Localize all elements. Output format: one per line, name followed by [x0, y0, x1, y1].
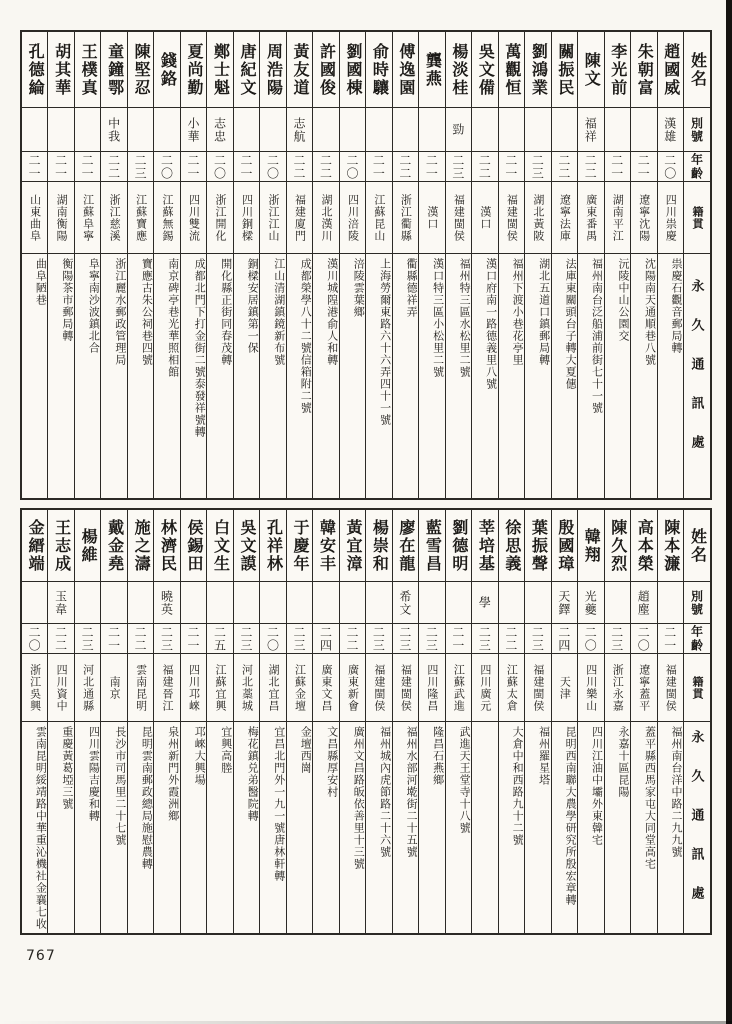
directory-entry-column	[446, 32, 472, 498]
entry-alias: 福祥	[583, 116, 598, 143]
directory-entry-column	[154, 32, 180, 498]
entry-alias: 學	[477, 596, 492, 609]
entry-age: 二三	[133, 153, 148, 180]
entry-alias: 勁	[450, 123, 465, 136]
entry-name: 白文生	[211, 518, 229, 573]
entry-native-place: 江蘇宜興	[214, 663, 227, 712]
entry-native-place: 遼寧法庫	[558, 193, 571, 242]
directory-entry-column	[419, 510, 445, 933]
entry-name: 關振民	[555, 42, 573, 97]
entry-age: 二一	[450, 625, 465, 652]
entry-age: 二二	[53, 625, 68, 652]
entry-address: 四川雲陽吉慶和轉	[87, 726, 100, 822]
entry-native-place: 南京	[108, 675, 121, 700]
entry-age: 二三	[450, 153, 465, 180]
entry-name: 吳文謨	[238, 518, 255, 573]
entry-age: 二四	[556, 625, 571, 652]
entry-age: 二三	[530, 625, 545, 652]
entry-age: 二三	[477, 625, 492, 652]
entry-age: 二三	[239, 625, 253, 652]
entry-name: 劉鴻業	[529, 42, 547, 97]
directory-table-top	[20, 30, 712, 500]
entry-name: 楊維	[79, 527, 97, 564]
entry-address: 武進天王堂寺十八號	[458, 726, 471, 834]
entry-address: 福州城內虎節路二十六號	[378, 726, 391, 858]
entry-age: 二二	[556, 153, 571, 180]
entry-alias: 志航	[291, 116, 306, 143]
entry-address: 福州南台洋中路二九九號	[670, 726, 682, 858]
entry-native-place: 福建廈門	[293, 193, 306, 242]
entry-name: 周浩陽	[264, 42, 282, 97]
entry-native-place: 福建閩侯	[399, 663, 412, 712]
entry-name: 莘培基	[476, 518, 494, 573]
directory-entry-column	[472, 510, 498, 933]
entry-address: 沈陽南天通順巷八號	[643, 258, 656, 366]
directory-entry-column	[75, 32, 101, 498]
entry-address: 法庫東關頭台子轉大夏僡	[564, 258, 577, 390]
directory-entry-column	[48, 510, 74, 933]
entry-native-place: 廣東新會	[346, 663, 359, 712]
entry-address: 衢縣德祥弄	[405, 258, 418, 318]
entry-address: 沅陵中山公園交	[617, 258, 630, 342]
entry-name: 鄭士魁	[211, 42, 229, 97]
entry-name: 孔德綸	[26, 42, 44, 97]
entry-native-place: 浙江慈溪	[108, 193, 121, 242]
entry-alias: 玉韋	[53, 589, 68, 616]
entry-native-place: 四川邛崍	[187, 663, 200, 712]
entry-native-place: 福建閩侯	[372, 663, 385, 712]
entry-name: 劉德明	[449, 518, 467, 573]
entry-address: 南京碑亭巷光華照相館	[166, 258, 179, 378]
directory-entry-column	[287, 32, 313, 498]
entry-age: 二〇	[662, 153, 677, 180]
directory-entry-column	[260, 32, 286, 498]
row-label-alias: 別號	[689, 589, 704, 616]
entry-alias: 天鐸	[556, 589, 571, 616]
directory-entry-column	[525, 32, 551, 498]
entry-age: 二一	[106, 625, 121, 652]
entry-name: 傅逸園	[396, 42, 414, 97]
directory-entry-column	[631, 32, 657, 498]
entry-address: 福州下渡小巷花亭里	[511, 258, 524, 366]
entry-native-place: 四川雙流	[187, 193, 200, 242]
entry-address: 雲南昆明綏靖路中華重沁機社金襄七收	[34, 726, 47, 930]
entry-address: 江山清湖鎮鏡新布號	[272, 258, 285, 366]
directory-entry-column	[446, 510, 472, 933]
entry-age: 二二	[318, 153, 333, 180]
entry-name: 趙國威	[661, 42, 679, 97]
directory-entry-column	[128, 510, 154, 933]
entry-address: 漢川城隍港俞人和轉	[325, 258, 338, 366]
entry-address: 四川江油中壩外東韓宅	[590, 726, 603, 846]
entry-native-place: 河北通縣	[81, 663, 94, 712]
entry-age: 二〇	[159, 153, 174, 180]
entry-native-place: 湖北漢川	[319, 193, 332, 242]
entry-age: 二三	[397, 625, 412, 652]
entry-age: 二一	[503, 153, 518, 180]
directory-entry-column	[101, 510, 127, 933]
entry-address: 宜興高塍	[219, 726, 232, 774]
entry-native-place: 四川銅樑	[240, 193, 253, 242]
entry-name: 廖在龍	[396, 518, 414, 573]
entry-age: 二一	[239, 153, 253, 180]
entry-address: 福州特三區水松里二號	[458, 258, 471, 378]
entry-name: 黃宜漳	[343, 518, 361, 573]
directory-entry-column	[605, 510, 631, 933]
entry-name: 韓翔	[582, 527, 600, 564]
entry-alias: 志忠	[212, 116, 227, 143]
entry-age: 二〇	[583, 625, 598, 652]
entry-address: 蓋平縣西馬家屯大同堂高宅	[643, 726, 656, 870]
directory-entry-column	[22, 32, 48, 498]
directory-entry-column	[313, 32, 339, 498]
entry-address: 大倉中和西路九十二號	[511, 726, 524, 846]
entry-native-place: 四川隆昌	[425, 663, 438, 712]
entry-age: 二一	[424, 153, 439, 180]
entry-address: 隆昌石燕鄉	[431, 726, 444, 786]
entry-age: 二〇	[27, 625, 42, 652]
directory-entry-column	[393, 32, 419, 498]
entry-age: 二三	[291, 625, 306, 652]
directory-entry-column	[234, 32, 260, 498]
directory-entry-column	[631, 510, 657, 933]
entry-name: 俞時驤	[370, 42, 388, 97]
directory-entry-column	[472, 32, 498, 498]
entry-native-place: 湖南平江	[611, 193, 624, 242]
directory-entry-column	[181, 510, 207, 933]
entry-age: 二三	[80, 625, 95, 652]
entry-address: 文昌縣厚安村	[325, 726, 338, 798]
entry-native-place: 江蘇阜寧	[81, 193, 94, 242]
directory-entry-column	[313, 510, 339, 933]
entry-address: 金壇西崗	[299, 726, 312, 774]
row-label-permanent-address: 永久通訊處	[689, 278, 705, 474]
entry-address: 重慶黃葛埡三號	[60, 726, 73, 810]
entry-name: 夏尚勤	[185, 42, 203, 97]
entry-alias: 希文	[397, 589, 412, 616]
entry-native-place: 浙江江山	[266, 193, 279, 242]
entry-name: 金縉端	[26, 518, 44, 573]
entry-native-place: 浙江開化	[214, 193, 227, 242]
entry-name: 楊崇和	[370, 518, 388, 573]
entry-age: 二〇	[344, 153, 359, 180]
entry-native-place: 福建晉江	[161, 663, 174, 712]
entry-age: 二一	[53, 153, 68, 180]
entry-age: 二一	[609, 153, 624, 180]
directory-entry-column	[393, 510, 419, 933]
row-label-native-place: 籍貫	[691, 675, 703, 700]
entry-address: 昆明西南聯大農學研究所殷宏章轉	[564, 726, 577, 906]
entry-name: 殷國璋	[555, 518, 573, 573]
entry-address: 曲阜陋巷	[34, 258, 47, 306]
entry-native-place: 浙江吳興	[28, 663, 41, 712]
directory-entry-column	[234, 510, 260, 933]
entry-name: 施之濤	[132, 518, 150, 573]
entry-name: 于慶年	[290, 518, 308, 573]
row-label-native-place: 籍貫	[691, 205, 703, 230]
entry-age: 二一	[186, 625, 201, 652]
entry-address: 梅花鎮兑弟醫院轉	[246, 726, 259, 822]
entry-native-place: 山東曲阜	[28, 193, 41, 242]
entry-name: 藍雪昌	[423, 518, 441, 573]
entry-alias: 曉英	[159, 589, 174, 616]
row-label-alias: 別號	[689, 116, 704, 143]
entry-native-place: 湖北黃陂	[531, 193, 544, 242]
entry-age: 二二	[583, 153, 598, 180]
row-label-name: 姓名	[688, 527, 706, 564]
entry-name: 陳文	[582, 51, 600, 88]
entry-alias: 光夔	[583, 589, 598, 616]
entry-name: 胡其華	[52, 42, 70, 97]
directory-entry-column	[260, 510, 286, 933]
entry-age: 二二	[503, 625, 518, 652]
row-header-column	[684, 32, 710, 498]
entry-name: 劉國棟	[343, 42, 361, 97]
entry-name: 唐紀文	[238, 42, 255, 97]
entry-age: 二三	[530, 153, 545, 180]
entry-age: 二三	[159, 625, 174, 652]
row-label-permanent-address: 永久通訊處	[689, 730, 705, 925]
entry-address: 福州羅星塔	[537, 726, 550, 786]
entry-age: 二三	[371, 625, 386, 652]
entry-name: 韓安丰	[317, 518, 335, 573]
entry-native-place: 江蘇昆山	[372, 193, 385, 242]
directory-entry-column	[658, 32, 684, 498]
directory-entry-column	[499, 510, 525, 933]
entry-name: 林濟民	[158, 518, 176, 573]
entry-name: 黃友道	[290, 42, 308, 97]
entry-name: 戴金堯	[105, 518, 123, 573]
entry-alias: 趙塵	[636, 589, 651, 616]
entry-address: 福州水部河墘街二十五號	[405, 726, 418, 858]
entry-age: 二〇	[212, 153, 227, 180]
entry-native-place: 四川廣元	[478, 663, 491, 712]
entry-alias: 小華	[186, 116, 201, 143]
entry-address: 上海勞爾東路六十六弄四十一號	[378, 258, 391, 426]
entry-name: 萬觀恒	[502, 42, 520, 97]
entry-address: 湖北五道口鎮郵局轉	[537, 258, 550, 366]
entry-native-place: 河北藁城	[240, 663, 253, 712]
entry-native-place: 江蘇金壇	[293, 663, 306, 712]
entry-name: 陳本濂	[661, 518, 679, 573]
directory-entry-column	[128, 32, 154, 498]
entry-address: 福州南台泛船浦前街七十一號	[590, 258, 603, 414]
page-number: 767	[26, 948, 56, 964]
entry-native-place: 廣東文昌	[319, 663, 332, 712]
directory-entry-column	[366, 510, 392, 933]
entry-name: 孔祥林	[264, 518, 282, 573]
directory-entry-column	[658, 510, 684, 933]
entry-alias: 中我	[106, 116, 121, 143]
entry-name: 龔燕	[423, 51, 441, 88]
row-label-name: 姓名	[688, 51, 706, 88]
row-label-age: 年齡	[689, 624, 704, 653]
entry-name: 楊淡桂	[449, 42, 467, 97]
entry-native-place: 漢口	[478, 205, 491, 230]
entry-age: 二〇	[636, 625, 651, 652]
entry-age: 二二	[477, 153, 492, 180]
entry-address: 昆明雲南郵政總局施慰農轉	[140, 726, 153, 870]
entry-native-place: 四川樂山	[584, 663, 597, 712]
entry-name: 許國俊	[317, 42, 335, 97]
entry-name: 王志成	[52, 518, 70, 573]
entry-native-place: 福建閩侯	[505, 193, 518, 242]
entry-address: 銅樑安居鎮第一保	[246, 258, 259, 354]
entry-address: 浙江麗水郵政管理局	[113, 258, 126, 366]
entry-native-place: 江蘇寶應	[134, 193, 147, 242]
scan-edge-shadow	[726, 0, 732, 1024]
directory-entry-column	[552, 510, 578, 933]
entry-address: 永嘉十區昆陽	[617, 726, 630, 798]
entry-native-place: 雲南昆明	[134, 663, 147, 712]
entry-address: 開化縣正街同春茂轉	[219, 258, 232, 366]
entry-address: 漢口特三區小松里二號	[431, 258, 444, 378]
directory-entry-column	[366, 32, 392, 498]
entry-native-place: 江蘇武進	[452, 663, 465, 712]
entry-age: 二二	[133, 625, 148, 652]
directory-entry-column	[22, 510, 48, 933]
directory-entry-column	[419, 32, 445, 498]
entry-native-place: 江蘇無錫	[161, 193, 174, 242]
entry-age: 二二	[397, 153, 412, 180]
entry-age: 二二	[106, 153, 121, 180]
entry-age: 二一	[27, 153, 42, 180]
entry-native-place: 漢口	[425, 205, 438, 230]
entry-age: 二〇	[265, 153, 280, 180]
entry-native-place: 廣東番禺	[584, 193, 597, 242]
directory-entry-column	[499, 32, 525, 498]
entry-native-place: 福建閩侯	[664, 663, 677, 712]
entry-native-place: 福建閩侯	[452, 193, 465, 242]
directory-entry-column	[207, 32, 233, 498]
directory-entry-column	[578, 32, 604, 498]
entry-native-place: 福建閩侯	[531, 663, 544, 712]
entry-address: 成都榮學八十二號信箱附二號	[299, 258, 312, 414]
entry-address	[472, 722, 497, 933]
entry-name: 王樸真	[79, 42, 97, 97]
entry-age: 二四	[318, 625, 333, 652]
directory-entry-column	[605, 32, 631, 498]
entry-address: 衡陽茶市郵局轉	[60, 258, 73, 342]
entry-address: 祟慶石觀音郵局轉	[670, 258, 682, 354]
entry-address: 漢口府南一路德義里八號	[484, 258, 497, 390]
entry-address: 阜寧南沙波鎮北合	[87, 258, 100, 354]
entry-native-place: 遼寧蓋平	[637, 663, 650, 712]
entry-native-place: 浙江永嘉	[611, 663, 624, 712]
entry-age: 二三	[609, 625, 624, 652]
directory-entry-column	[75, 510, 101, 933]
entry-name: 陳久烈	[608, 518, 626, 573]
entry-native-place: 天津	[558, 675, 571, 700]
entry-native-place: 四川資中	[55, 663, 68, 712]
entry-address: 涪陵雲葉鄉	[352, 258, 365, 318]
directory-table-bottom	[20, 508, 712, 935]
directory-entry-column	[340, 32, 366, 498]
entry-name: 陳堅忍	[132, 42, 150, 97]
directory-entry-column	[101, 32, 127, 498]
entry-address: 宜昌北門外一九一號唐林軒轉	[272, 726, 285, 882]
directory-entry-column	[287, 510, 313, 933]
directory-entry-column	[552, 32, 578, 498]
directory-entry-column	[525, 510, 551, 933]
entry-address: 長沙市司馬里二十七號	[113, 726, 126, 846]
entry-address: 泉州新門外霞洲鄉	[166, 726, 179, 822]
entry-native-place: 湖南衡陽	[55, 193, 68, 242]
entry-alias: 漢雄	[662, 116, 677, 143]
entry-address: 邛崍大興場	[193, 726, 206, 786]
entry-age: 二〇	[265, 625, 280, 652]
directory-entry-column	[181, 32, 207, 498]
entry-age: 二一	[186, 153, 201, 180]
entry-age: 二二	[291, 153, 306, 180]
entry-native-place: 遼寧沈陽	[637, 193, 650, 242]
entry-name: 錢鉻	[158, 51, 176, 88]
entry-age: 二二	[344, 625, 359, 652]
entry-name: 李光前	[608, 42, 626, 97]
directory-entry-column	[154, 510, 180, 933]
entry-name: 吳文備	[476, 42, 494, 97]
entry-native-place: 湖北宜昌	[266, 663, 279, 712]
entry-address: 廣州文昌路皈依善里十三號	[352, 726, 365, 870]
entry-name: 童鐘鄂	[105, 42, 123, 97]
entry-age: 二一	[80, 153, 95, 180]
directory-entry-column	[48, 32, 74, 498]
directory-entry-column	[340, 510, 366, 933]
entry-name: 葉振聲	[529, 518, 547, 573]
entry-name: 朱朝富	[635, 42, 653, 97]
entry-age: 二五	[212, 625, 227, 652]
entry-age: 二一	[371, 153, 386, 180]
entry-native-place: 四川涪陵	[346, 193, 359, 242]
entry-age: 二一	[636, 153, 651, 180]
entry-native-place: 浙江衢縣	[399, 193, 412, 242]
entry-name: 高本榮	[635, 518, 653, 573]
entry-native-place: 江蘇太倉	[505, 663, 518, 712]
entry-name: 侯錫田	[185, 518, 203, 573]
row-header-column	[684, 510, 710, 933]
entry-age: 二三	[424, 625, 439, 652]
entry-age: 二一	[662, 625, 677, 652]
entry-address: 成都北門下打金街二號泰發祥號轉	[193, 258, 206, 438]
directory-entry-column	[207, 510, 233, 933]
row-label-age: 年齡	[689, 152, 704, 181]
directory-entry-column	[578, 510, 604, 933]
entry-address: 寶應古朱公祠巷四號	[140, 258, 153, 366]
entry-name: 徐思義	[502, 518, 520, 573]
entry-native-place: 四川祟慶	[664, 193, 677, 242]
